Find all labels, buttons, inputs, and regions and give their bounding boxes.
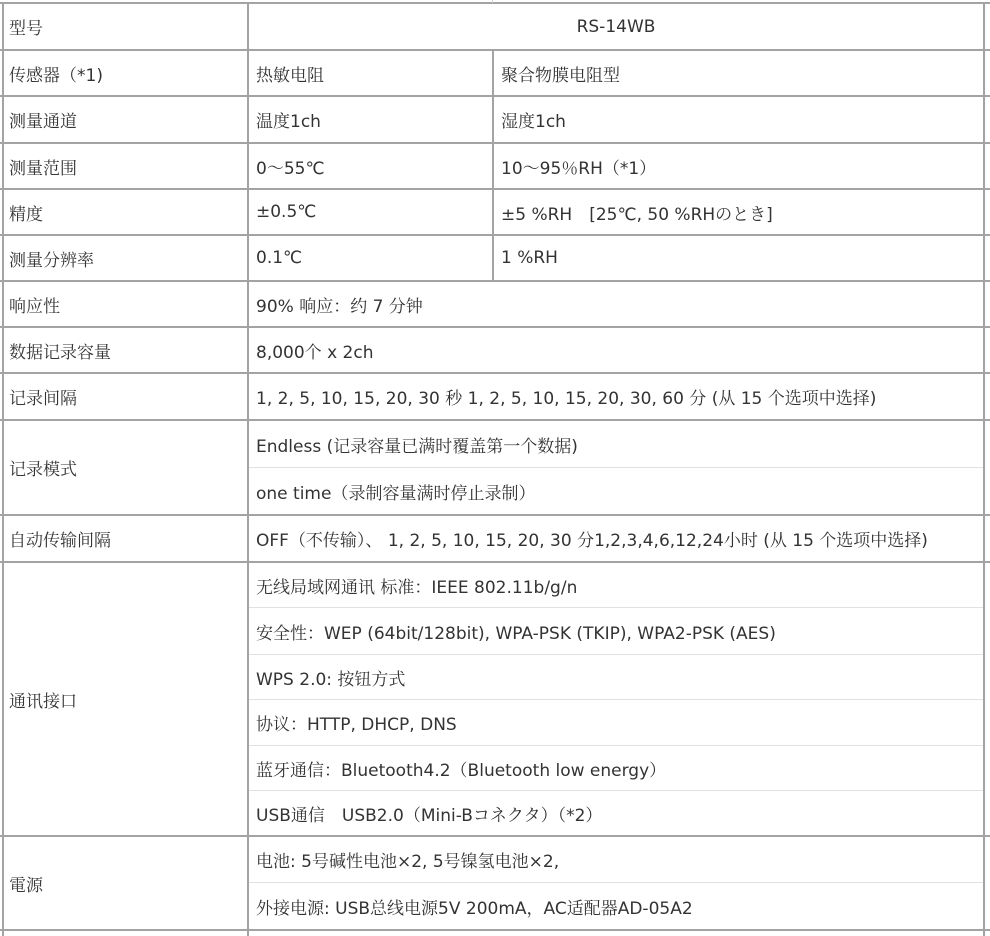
channels-humidity: 湿度1ch — [501, 112, 566, 132]
row-label-accuracy: 精度 — [9, 204, 43, 225]
sensor-temp: 热敏电阻 — [256, 65, 324, 86]
column-border — [492, 0, 493, 3]
row-label-channels: 测量通道 — [9, 112, 77, 132]
interval-value: 1, 2, 5, 10, 15, 20, 30 秒 1, 2, 5, 10, 15, 20, 30, 60 分 (从 15 个选项中选择) — [256, 389, 877, 409]
power-line: 外接电源: USB总线电源5V 200mA，AC适配器AD-05A2 — [256, 898, 693, 919]
row-label-sensor: 传感器（*1) — [9, 65, 103, 86]
row-label-transfer: 自动传输间隔 — [9, 531, 111, 551]
row-label-comm: 通讯接口 — [9, 691, 77, 712]
mode-onetime: one time（录制容量满时停止录制） — [256, 483, 536, 504]
comm-line: 蓝牙通信：Bluetooth4.2（Bluetooth low energy） — [256, 760, 667, 781]
accuracy-temp: ±0.5℃ — [256, 202, 317, 222]
comm-line: 协议：HTTP, DHCP, DNS — [256, 715, 457, 735]
comm-line: USB通信 USB2.0（Mini-Bコネクタ）（*2） — [256, 805, 603, 826]
comm-line: 无线局域网通讯 标准：IEEE 802.11b/g/n — [256, 577, 578, 598]
comm-line: WPS 2.0: 按钮方式 — [256, 669, 406, 690]
range-temp: 0～55℃ — [256, 158, 325, 179]
mode-endless: Endless (记录容量已满时覆盖第一个数据) — [256, 436, 578, 457]
resolution-temp: 0.1℃ — [256, 248, 303, 268]
row-border — [0, 929, 990, 931]
row-label-resolution: 测量分辨率 — [9, 250, 94, 271]
accuracy-humidity: ±5 %RH [25℃, 50 %RHのとき] — [501, 204, 773, 225]
row-label-range: 测量范围 — [9, 158, 77, 179]
row-label-power: 電源 — [9, 875, 43, 896]
row-label-mode: 记录模式 — [9, 460, 77, 480]
capacity-value: 8,000个 x 2ch — [256, 342, 374, 363]
range-humidity: 10～95％RH（*1） — [501, 158, 657, 179]
column-border — [983, 2, 985, 936]
channels-temp: 温度1ch — [256, 112, 321, 132]
response-value: 90% 响应：约 7 分钟 — [256, 296, 423, 317]
row-label-model: 型号 — [9, 19, 43, 39]
row-label-response: 响应性 — [9, 296, 60, 317]
row-label-capacity: 数据记录容量 — [9, 342, 111, 363]
power-line: 电池: 5号碱性电池×2, 5号镍氢电池×2, — [256, 852, 560, 872]
transfer-value: OFF（不传输）、 1, 2, 5, 10, 15, 20, 30 分1,2,3,4,6,12,24小时 (从 15 个选项中选择) — [256, 531, 928, 551]
resolution-humidity: 1 %RH — [501, 248, 558, 268]
sensor-humidity: 聚合物膜电阻型 — [501, 65, 620, 86]
comm-line: 安全性：WEP (64bit/128bit), WPA-PSK (TKIP), WPA2-PSK (AES) — [256, 623, 776, 644]
row-label-interval: 记录间隔 — [9, 389, 77, 409]
model-value: RS-14WB — [576, 16, 656, 37]
